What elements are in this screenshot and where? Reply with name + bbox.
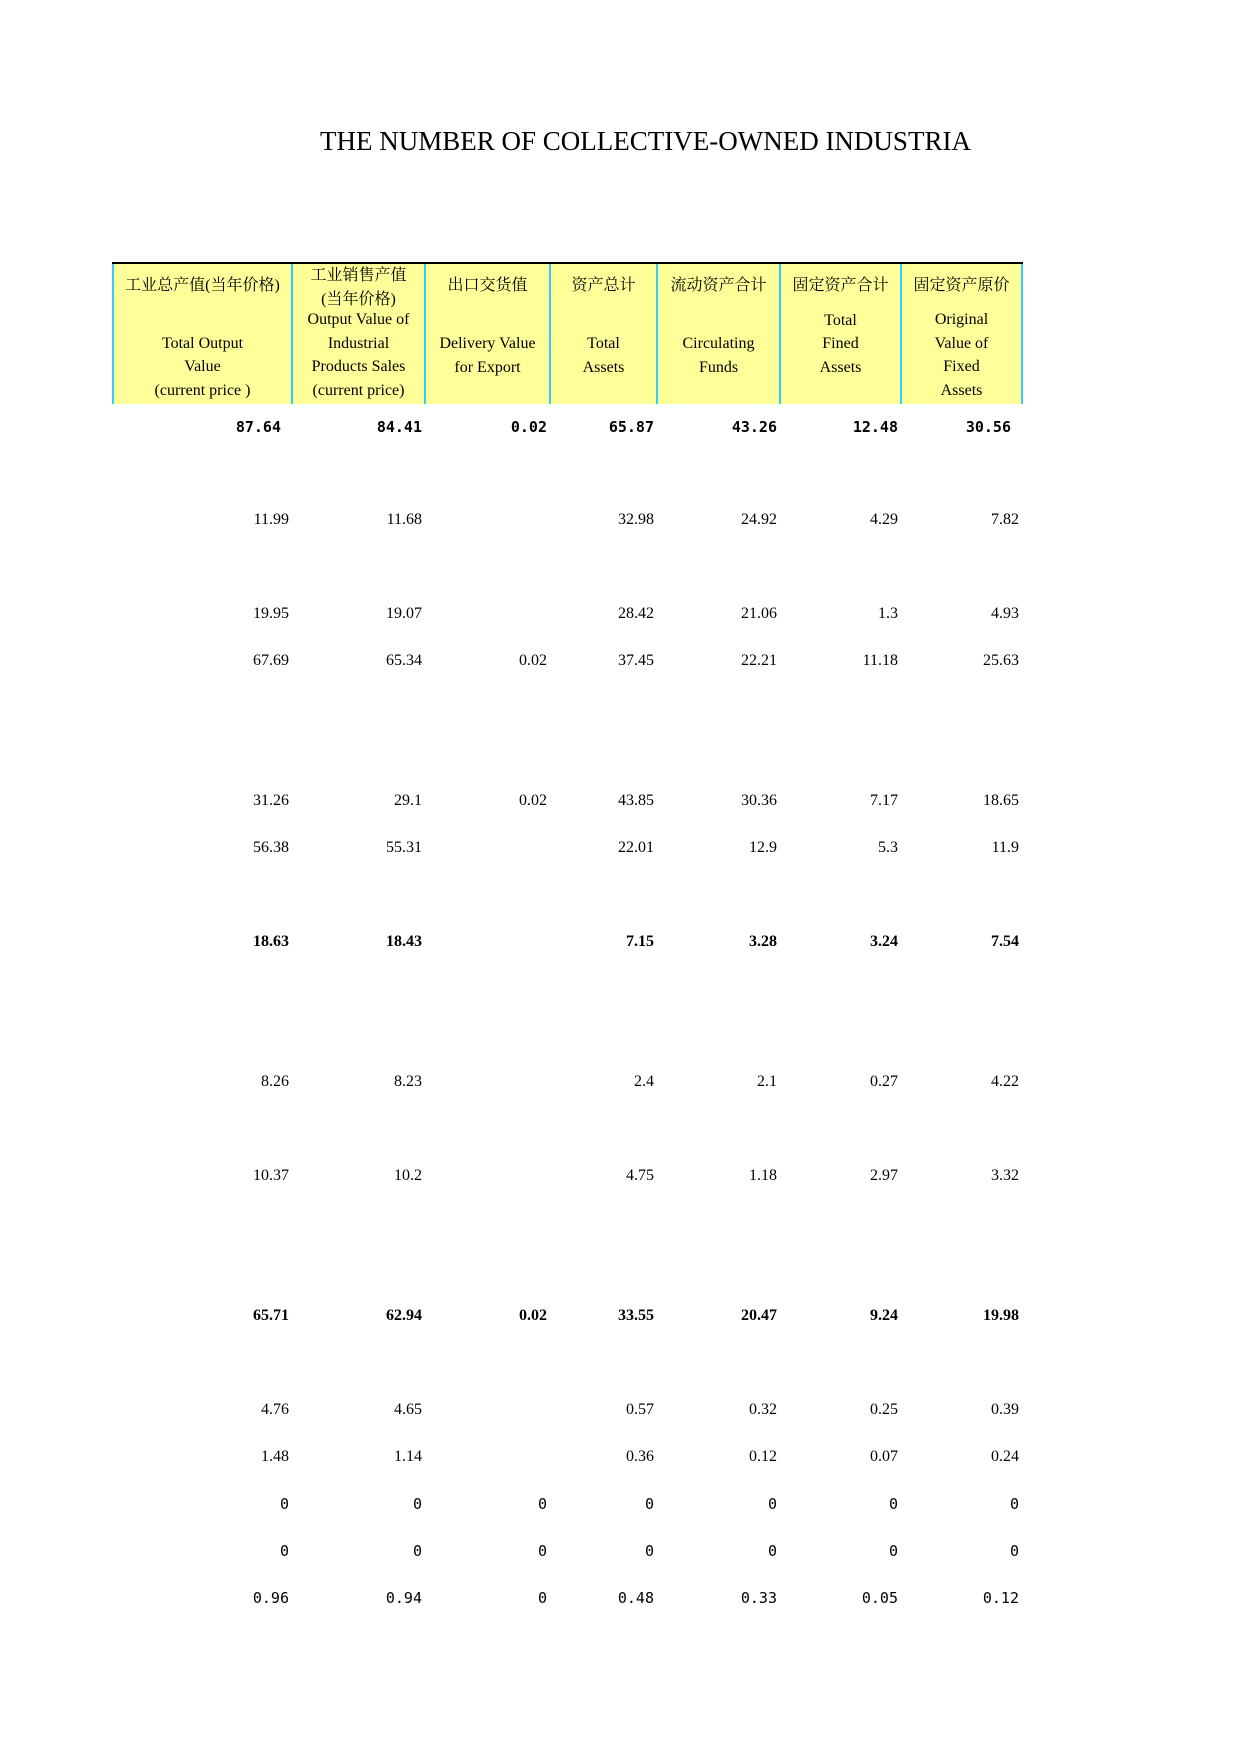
table-cell: 0.25	[870, 1401, 898, 1418]
table-cell: 0.05	[861, 1589, 898, 1607]
table-cell: 33.55	[618, 1307, 654, 1324]
table-row	[112, 599, 1023, 629]
table-cell: 0.32	[749, 1401, 777, 1418]
table-cell	[426, 927, 551, 957]
table-cell: 0.57	[626, 1401, 654, 1418]
column-header-fixed-assets	[781, 264, 902, 404]
table-cell: 1.48	[261, 1448, 289, 1465]
table-cell: 5.3	[878, 839, 898, 856]
table-cell: 7.15	[626, 933, 654, 950]
table-cell: 11.99	[253, 511, 289, 528]
table-cell: 0	[1009, 1542, 1019, 1560]
table-cell: 0	[1009, 1495, 1019, 1513]
table-cell	[426, 599, 551, 629]
table-cell: 0.02	[510, 418, 547, 436]
column-header-total-assets	[551, 264, 658, 404]
table-cell: 56.38	[253, 839, 289, 856]
table-cell: 18.63	[253, 933, 289, 950]
table-cell: 0	[888, 1542, 898, 1560]
table-cell	[426, 1161, 551, 1191]
table-cell: 4.65	[394, 1401, 422, 1418]
table-cell: 4.29	[870, 511, 898, 528]
table-cell: 62.94	[386, 1307, 422, 1324]
table-cell: 0.33	[740, 1589, 777, 1607]
table-cell: 8.26	[261, 1073, 289, 1090]
table-cell: 12.48	[852, 418, 898, 436]
table-cell	[426, 1067, 551, 1097]
table-cell: 21.06	[741, 605, 777, 622]
table-row	[112, 927, 1023, 957]
table-row	[112, 505, 1023, 535]
column-header-zh: 工业销售产值 (当年价格)	[310, 267, 407, 308]
table-cell: 55.31	[386, 839, 422, 856]
table-cell: 0	[644, 1495, 654, 1513]
table-cell	[426, 833, 551, 863]
table-cell: 30.36	[741, 792, 777, 809]
table-cell: 11.18	[862, 652, 898, 669]
table-cell: 22.01	[618, 839, 654, 856]
table-cell: 0	[279, 1542, 289, 1560]
table-cell: 84.41	[376, 418, 422, 436]
table-cell	[426, 505, 551, 535]
table-cell: 22.21	[741, 652, 777, 669]
table-cell: 43.26	[731, 418, 777, 436]
table-cell: 0.94	[385, 1589, 422, 1607]
column-header-en: Total Fined Assets	[819, 311, 862, 376]
table-cell: 18.43	[386, 933, 422, 950]
table-cell: 3.24	[870, 933, 898, 950]
table-cell: 0.02	[519, 792, 547, 809]
table-cell: 7.17	[870, 792, 898, 809]
column-header-en: Output Value of Industrial Products Sales (current price)	[307, 311, 410, 399]
table-row	[112, 1583, 1023, 1613]
table-cell: 32.98	[618, 511, 654, 528]
table-cell: 43.85	[618, 792, 654, 809]
table-cell: 0.36	[626, 1448, 654, 1465]
table-cell: 2.4	[634, 1073, 654, 1090]
column-header-zh: 出口交货值	[447, 277, 528, 294]
column-header-sales-output	[293, 264, 426, 404]
table-cell: 37.45	[618, 652, 654, 669]
table-cell: 0	[412, 1495, 422, 1513]
table-cell: 18.65	[983, 792, 1019, 809]
column-header-en: Delivery Value for Export	[439, 335, 536, 376]
column-header-zh: 资产总计	[571, 277, 636, 294]
table-cell: 0.27	[870, 1073, 898, 1090]
table-cell: 11.9	[991, 839, 1019, 856]
table-cell: 65.34	[386, 652, 422, 669]
table-cell: 1.3	[878, 605, 898, 622]
table-cell: 19.07	[386, 605, 422, 622]
table-cell: 4.93	[991, 605, 1019, 622]
table-cell	[426, 1395, 551, 1425]
table-cell: 2.1	[757, 1073, 777, 1090]
table-cell: 87.64	[235, 418, 281, 436]
table-cell: 0	[767, 1542, 777, 1560]
table-cell: 0	[279, 1495, 289, 1513]
column-header-en: Total Output Value (current price )	[154, 334, 251, 399]
table-cell: 4.76	[261, 1401, 289, 1418]
table-row	[112, 833, 1023, 863]
table-cell: 0	[412, 1542, 422, 1560]
table-header	[112, 262, 1023, 404]
column-header-en: Original Value of Fixed Assets	[934, 311, 989, 399]
table-row	[112, 786, 1023, 816]
table-cell: 4.22	[991, 1073, 1019, 1090]
table-cell: 0.12	[749, 1448, 777, 1465]
table-row	[112, 1067, 1023, 1097]
table-cell: 28.42	[618, 605, 654, 622]
table-row	[112, 1536, 1023, 1566]
table-row	[112, 1442, 1023, 1472]
table-cell: 11.68	[386, 511, 422, 528]
table-cell: 0.07	[870, 1448, 898, 1465]
table-cell: 0.12	[982, 1589, 1019, 1607]
column-header-total-output	[112, 264, 293, 404]
table-cell: 0.39	[991, 1401, 1019, 1418]
table-cell: 0	[888, 1495, 898, 1513]
table-cell: 9.24	[870, 1307, 898, 1324]
table-cell: 0.48	[617, 1589, 654, 1607]
table-cell: 10.37	[253, 1167, 289, 1184]
column-header-circulating-funds	[658, 264, 781, 404]
table-cell: 31.26	[253, 792, 289, 809]
table-cell	[426, 1442, 551, 1472]
table-row	[112, 412, 1023, 442]
column-header-original-fixed-value	[902, 264, 1023, 404]
column-header-zh: 固定资产原价	[913, 277, 1010, 294]
table-row	[112, 1395, 1023, 1425]
table-row	[112, 1301, 1023, 1331]
table-cell: 4.75	[626, 1167, 654, 1184]
table-cell: 65.87	[608, 418, 654, 436]
table-cell: 0.02	[519, 652, 547, 669]
table-cell: 0.02	[519, 1307, 547, 1324]
table-cell: 19.95	[253, 605, 289, 622]
table-cell: 24.92	[741, 511, 777, 528]
table-row	[112, 646, 1023, 676]
column-header-export-delivery	[426, 264, 551, 404]
table-cell: 29.1	[394, 792, 422, 809]
table-cell: 1.18	[749, 1167, 777, 1184]
table-cell: 3.28	[749, 933, 777, 950]
table-cell: 0	[537, 1495, 547, 1513]
table-cell: 7.54	[991, 933, 1019, 950]
column-header-en: Total Assets	[582, 335, 625, 376]
column-header-zh: 工业总产值(当年价格)	[125, 277, 280, 294]
table-cell: 12.9	[749, 839, 777, 856]
table-cell: 65.71	[253, 1307, 289, 1324]
table-cell: 67.69	[253, 652, 289, 669]
table-cell: 1.14	[394, 1448, 422, 1465]
table-cell: 0	[537, 1589, 547, 1607]
table-row	[112, 1161, 1023, 1191]
table-cell: 0	[767, 1495, 777, 1513]
table-cell: 0.96	[252, 1589, 289, 1607]
table-cell: 7.82	[991, 511, 1019, 528]
page-title: THE NUMBER OF COLLECTIVE-OWNED INDUSTRIA	[320, 126, 971, 156]
table-cell: 8.23	[394, 1073, 422, 1090]
table-cell: 20.47	[741, 1307, 777, 1324]
table-cell: 0.24	[991, 1448, 1019, 1465]
table-cell: 19.98	[983, 1307, 1019, 1324]
table-cell: 0	[644, 1542, 654, 1560]
column-header-zh: 流动资产合计	[670, 277, 767, 294]
table-cell: 3.32	[991, 1167, 1019, 1184]
table-cell: 2.97	[870, 1167, 898, 1184]
table-cell: 25.63	[983, 652, 1019, 669]
table-cell: 30.56	[965, 418, 1011, 436]
table-row	[112, 1489, 1023, 1519]
table-cell: 10.2	[394, 1167, 422, 1184]
column-header-en: Circulating Funds	[682, 335, 755, 376]
column-header-zh: 固定资产合计	[792, 277, 889, 294]
table-cell: 0	[537, 1542, 547, 1560]
